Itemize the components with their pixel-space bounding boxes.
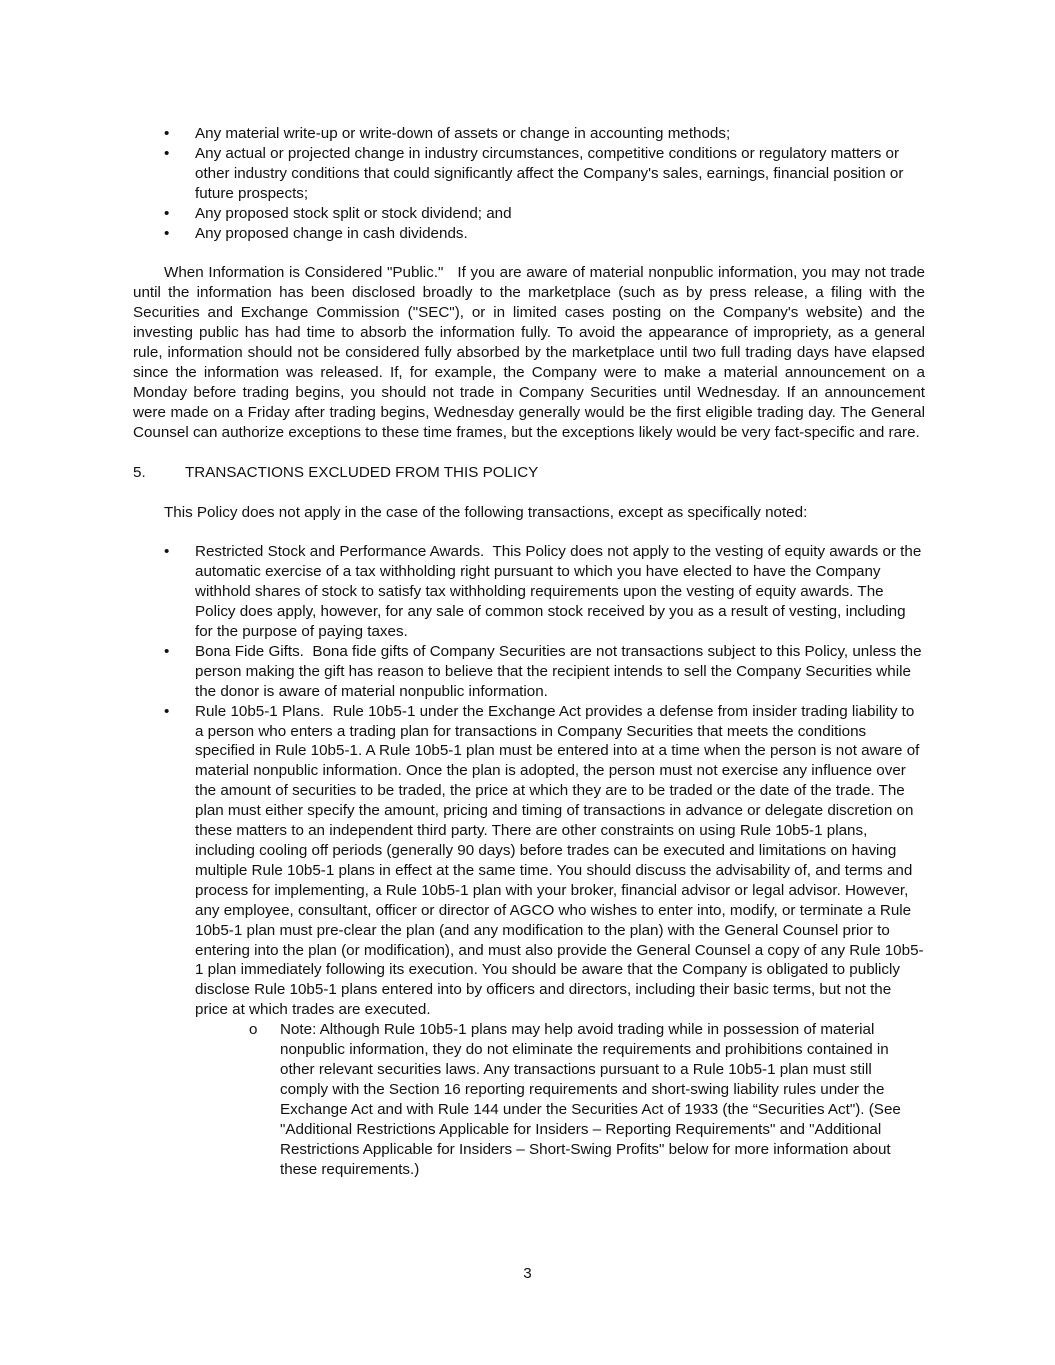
list-item: • Any proposed stock split or stock dividend; and (164, 204, 512, 222)
bullet-marker: • (164, 204, 170, 222)
note-item (133, 1020, 920, 1179)
section-number: 5. (133, 463, 146, 481)
list-item: • Any material write-up or write-down of assets or change in accounting methods; (164, 125, 731, 142)
section-heading (133, 463, 925, 483)
item-text: This Policy does not apply to the vesting of equity awards or the automatic exercise of a tax withholding right pursuant to which you have elected to have the Company withhold shares of stock to satisfy tax withholding requirements upon the vesting of equity awards. The Policy does apply, however, for any sale of common stock received by you as a result of vesting, including for the purpose of paying taxes. (195, 543, 922, 641)
intro-bullet-list (133, 124, 925, 243)
bullet-marker: • (164, 125, 170, 142)
sub-bullet-marker: o (249, 1021, 258, 1039)
list-item (133, 642, 925, 702)
page-number: 3 (523, 1265, 532, 1282)
item-text: Rule 10b5-1 under the Exchange Act provides a defense from insider trading liability to a person who enters a trading plan for transactions in Company Securities that meets the conditions specified in Rule 10b5-1. A Rule 10b5-1 plan must be entered into at a time when the person is not aware of material nonpublic information. Once the plan is adopted, the person must not exercise any influence over the amount of securities to be traded, the price at which they are to be traded or the date of the trade. The plan must either specify the amount, pricing and timing of transactions in advance or delegate discretion on these matters to an independent third party. There are other constraints on using Rule 10b5-1 plans, including cooling off periods (generally 90 days) before trades can be executed and limitations on having multiple Rule 10b5-1 plans in effect at the same time. You should discuss the advisability of, and terms and process for implementing, a Rule 10b5-1 plan with your broker, financial advisor or legal advisor. However, any employee, consultant, officer or director of AGCO who wishes to enter into, modify, or terminate a Rule 10b5-1 plan must pre-clear the plan (and any modification to the plan) with the General Counsel prior to entering into the plan (or modification), and must also provide the General Counsel a copy of any Rule 10b5-1 plan immediately following its execution. You should be aware that the Company is obligated to publicly disclose Rule 10b5-1 plans entered into by officers and directors, including their basic terms, but not the price at which trades are executed. (195, 702, 924, 1019)
item-title: Restricted Stock and Performance Awards. (195, 543, 485, 561)
list-item: • Any actual or projected change in industry circumstances, competitive conditions or regulatory matters or other industry conditions that could significantly affect the Company's sales, earnings, financial position or future prospects; (164, 144, 904, 202)
section-title: TRANSACTIONS EXCLUDED FROM THIS POLICY (185, 463, 539, 481)
bullet-marker: • (164, 702, 170, 720)
section-intro: This Policy does not apply in the case of the following transactions, except as specifically noted: (164, 503, 808, 521)
public-information-paragraph (133, 263, 925, 442)
public-information-heading: When Information is Considered "Public." (164, 264, 444, 282)
bullet-marker: • (164, 543, 170, 561)
document-page (133, 124, 925, 1179)
list-item (133, 702, 925, 1021)
excluded-transactions-list (133, 542, 925, 1020)
bullet-marker: • (164, 642, 170, 660)
note-text: Note: Although Rule 10b5-1 plans may help avoid trading while in possession of material nonpublic information, they do not eliminate the requirements and prohibitions contained in other relevant securities laws. Any transactions pursuant to a Rule 10b5-1 plan must still comply with the Section 16 reporting requirements and short-swing liability rules under the Exchange Act and with Rule 144 under the Securities Act of 1933 (the “Securities Act"). (See "Additional Restrictions Applicable for Insiders – Reporting Requirements" and "Additional Restrictions Applicable for Insiders – Short-Swing Profits" below for more information about these requirements.) (280, 1021, 901, 1178)
item-text: Bona fide gifts of Company Securities are not transactions subject to this Policy, unless the person making the gift has reason to believe that the recipient intends to sell the Company Securities while the donor is aware of material nonpublic information. (195, 642, 922, 700)
bullet-marker: • (164, 144, 170, 162)
item-title: Rule 10b5-1 Plans. (195, 702, 325, 720)
list-item (133, 542, 925, 642)
item-title: Bona Fide Gifts. (195, 642, 304, 660)
bullet-marker: • (164, 224, 170, 242)
public-information-body: If you are aware of material nonpublic information, you may not trade until the information has been disclosed broadly to the marketplace (such as by press release, a filing with the Securities and Exchange Commission ("SEC"), or in limited cases posting on the Company's website) and the investing public has had time to absorb the information fully. To avoid the appearance of impropriety, as a general rule, information should not be considered fully absorbed by the marketplace until two full trading days have elapsed since the information was released. If, for example, the Company were to make a material announcement on a Monday before trading begins, you should not trade in Company Securities until Wednesday. If an announcement were made on a Friday after trading begins, Wednesday generally would be the first eligible trading day. The General Counsel can authorize exceptions to these time frames, but the exceptions likely would be very fact-specific and rare. (133, 264, 925, 441)
list-item: • Any proposed change in cash dividends. (164, 224, 468, 242)
